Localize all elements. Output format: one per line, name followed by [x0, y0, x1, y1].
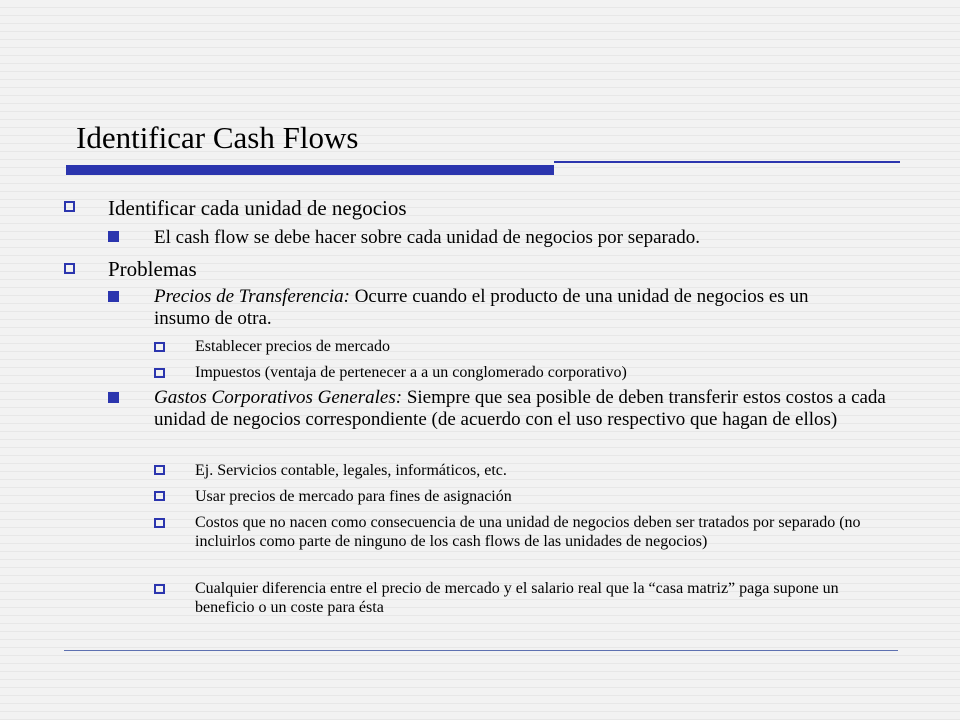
bullet-level3-establecer-precios: Establecer precios de mercado	[195, 338, 391, 355]
bullet-level3-ej-servicios: Ej. Servicios contable, legales, informáticos, etc.	[195, 462, 507, 479]
gastos-corporativos-lead: Gastos Corporativos Generales:	[154, 387, 403, 408]
hollow-square-bullet-icon	[154, 584, 165, 594]
hollow-square-bullet-icon	[154, 518, 165, 528]
bullet-level3-impuestos: Impuestos (ventaja de pertenecer a a un conglomerado corporativo)	[195, 364, 627, 381]
title-accent-bar	[66, 165, 554, 175]
gastos-corporativos-text: Siempre que sea posible de deben transferir estos costos a cada unidad de negocios correspondiente (de acuerdo con el uso respectivo que hagan de ellos)	[154, 387, 886, 430]
filled-square-bullet-icon	[108, 231, 119, 242]
bullet-level2-precios-transferencia	[154, 286, 859, 330]
precios-transferencia-text: Ocurre cuando el producto de una unidad de negocios es un insumo de otra.	[154, 286, 809, 329]
bullet-level3-costos-separado: Costos que no nacen como consecuencia de una unidad de negocios deben ser tratados por separado (no incluirlos como parte de ninguno de los cash flows de las unidades de negocios)	[195, 514, 861, 550]
title-accent-line	[554, 161, 900, 163]
precios-transferencia-lead: Precios de Transferencia:	[154, 286, 350, 307]
hollow-square-bullet-icon	[154, 465, 165, 475]
filled-square-bullet-icon	[108, 291, 119, 302]
bullet-level2-gastos-corporativos	[154, 387, 899, 431]
bullet-level3-usar-precios: Usar precios de mercado para fines de asignación	[195, 488, 512, 505]
bullet-level1-problemas: Problemas	[108, 257, 197, 281]
slide-title: Identificar Cash Flows	[76, 120, 359, 155]
bullet-level2-cashflow-separado: El cash flow se debe hacer sobre cada unidad de negocios por separado.	[154, 227, 701, 248]
hollow-square-bullet-icon	[154, 491, 165, 501]
hollow-square-bullet-icon	[64, 263, 75, 274]
hollow-square-bullet-icon	[64, 201, 75, 212]
bullet-level3-diferencia-precio: Cualquier diferencia entre el precio de mercado y el salario real que la “casa matriz” paga supone un beneficio o un coste para ésta	[195, 580, 839, 616]
filled-square-bullet-icon	[108, 392, 119, 403]
hollow-square-bullet-icon	[154, 342, 165, 352]
hollow-square-bullet-icon	[154, 368, 165, 378]
bottom-divider	[64, 650, 898, 651]
bullet-level1-identificar: Identificar cada unidad de negocios	[108, 196, 407, 220]
